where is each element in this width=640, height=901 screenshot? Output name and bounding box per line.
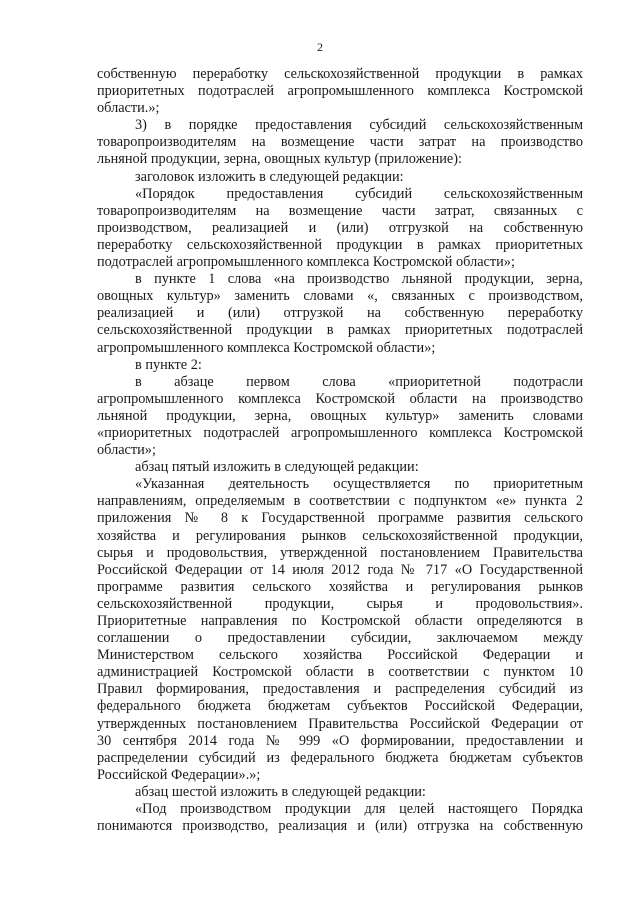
text-line: приложения № 8 к Государственной программе развития сельского (97, 510, 583, 527)
text-line: хозяйства и регулирования рынков сельскохозяйственной продукции, (97, 527, 583, 544)
text-line: Российской Федерации от 14 июля 2012 года № 717 «О Государственной (97, 561, 583, 578)
text-line: льняной продукции, зерна, овощных культур (приложение): (97, 151, 462, 168)
text-line: «Под производством продукции для целей настоящего Порядка (135, 801, 583, 818)
text-line: в абзаце первом слова «приоритетной подотрасли (135, 373, 583, 390)
text-line: заголовок изложить в следующей редакции: (135, 168, 404, 185)
text-line: переработку сельскохозяйственной продукции в рамках приоритетных (97, 236, 583, 253)
text-line: реализацией и (или) отгрузкой на собственную переработку (97, 305, 583, 322)
text-line: области»; (97, 442, 156, 459)
text-line: агропромышленного комплекса Костромской области на производство (97, 390, 583, 407)
text-line: Министерством сельского хозяйства Российской Федерации и (97, 647, 583, 664)
text-line: программе развития сельского хозяйства и регулирования рынков (97, 578, 583, 595)
text-line: «Указанная деятельность осуществляется по приоритетным (135, 476, 583, 493)
text-line: в пункте 2: (135, 356, 202, 373)
text-line: 3) в порядке предоставления субсидий сельскохозяйственным (135, 117, 583, 134)
text-line: агропромышленного комплекса Костромской области»; (97, 339, 436, 356)
text-line: товаропроизводителям на возмещение части затрат, связанных с (97, 202, 583, 219)
text-line: сельскохозяйственной продукции в рамках приоритетных подотраслей (97, 322, 583, 339)
text-line: овощных культур» заменить словами «, связанных с производством, (97, 288, 583, 305)
text-line: Российской Федерации».»; (97, 766, 261, 783)
text-line: сельскохозяйственной продукции, сырья и продовольствия». (97, 595, 583, 612)
text-line: абзац шестой изложить в следующей редакции: (135, 783, 426, 800)
text-line: Правил формирования, предоставления и распределения субсидий из (97, 681, 583, 698)
page-number: 2 (317, 40, 323, 54)
text-line: производством, реализацией и (или) отгрузкой на собственную (97, 219, 583, 236)
text-line: подотраслей агропромышленного комплекса Костромской области»; (97, 254, 515, 271)
text-line: собственную переработку сельскохозяйственной продукции в рамках (97, 66, 583, 82)
text-line: федерального бюджета бюджетам субъектов Российской Федерации, (97, 698, 583, 715)
text-line: абзац пятый изложить в следующей редакции: (135, 459, 419, 476)
text-line: товаропроизводителям на возмещение части затрат на производство (97, 134, 583, 151)
text-line: администрацией Костромской области в соответствии с пунктом 10 (97, 664, 583, 681)
text-line: направлениям, определяемым в соответствии с подпунктом «е» пункта 2 (97, 493, 583, 510)
text-line: в пункте 1 слова «на производство льняной продукции, зерна, (135, 271, 583, 288)
text-line: приоритетных подотраслей агропромышленного комплекса Костромской (97, 83, 583, 100)
text-line: распределении субсидий из федерального бюджета бюджетам субъектов (97, 749, 583, 766)
text-line: соглашении о предоставлении субсидии, заключаемом между (97, 630, 583, 647)
document-body (97, 66, 583, 835)
text-line: Приоритетные направления по Костромской области определяются в (97, 613, 583, 629)
text-line: понимаются производство, реализация и (или) отгрузка на собственную (97, 818, 583, 835)
text-line: утвержденных постановлением Правительства Российской Федерации от (97, 715, 583, 732)
text-line: области.»; (97, 100, 160, 117)
text-line: «Порядок предоставления субсидий сельскохозяйственным (135, 185, 583, 202)
text-line: сырья и продовольствия, утвержденной постановлением Правительства (97, 544, 583, 561)
text-line: льняной продукции, зерна, овощных культур» заменить словами (97, 407, 583, 424)
text-line: «приоритетных подотраслей агропромышленного комплекса Костромской (97, 424, 583, 441)
text-line: 30 сентября 2014 года № 999 «О формировании, предоставлении и (97, 732, 583, 749)
